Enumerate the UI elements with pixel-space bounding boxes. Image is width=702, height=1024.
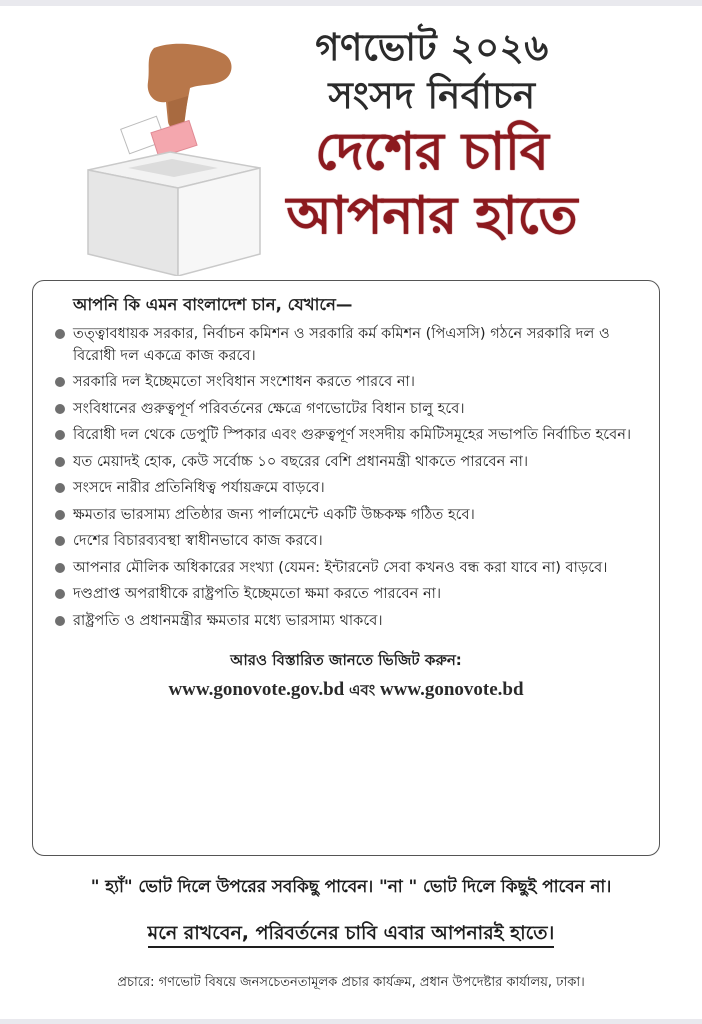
point-text: রাষ্ট্রপতি ও প্রধানমন্ত্রীর ক্ষমতার মধ্যে ভারসাম্য থাকবে।: [73, 611, 383, 629]
list-item: [51, 610, 641, 632]
bullet-icon: [55, 589, 65, 599]
intro-question: আপনি কি এমন বাংলাদেশ চান, যেখানে—: [73, 295, 353, 314]
point-text: বিরোধী দল থেকে ডেপুটি স্পিকার এবং গুরুত্বপূর্ণ সংসদীয় কমিটিসমূহের সভাপতি নির্বাচিত হবেন।: [73, 426, 632, 443]
slogan-line1: দেশের চাবি: [315, 122, 549, 182]
website-link-main[interactable]: www.gonovote.bd: [379, 679, 524, 700]
title-referendum: গণভোট ২০২৬: [315, 26, 549, 69]
point-text: দেশের বিচারব্যবস্থা স্বাধীনভাবে কাজ করবে।: [73, 532, 323, 549]
header-banner: [0, 6, 702, 274]
list-item: [51, 371, 641, 393]
title-block: [282, 24, 582, 274]
yes-no-message: " হ্যাঁ" ভোট দিলে উপরের সবকিছু পাবেন। "না " ভোট দিলে কিছুই পাবেন না।: [90, 876, 612, 896]
website-link-gov[interactable]: www.gonovote.gov.bd: [168, 679, 345, 700]
list-item: [51, 451, 641, 473]
info-box: [32, 280, 660, 856]
list-item: [51, 557, 641, 579]
list-item: [51, 477, 641, 499]
title-election: সংসদ নির্বাচন: [328, 74, 536, 117]
list-item: [51, 530, 641, 552]
list-item: [51, 583, 641, 605]
point-text: দণ্ডপ্রাপ্ত অপরাধীকে রাষ্ট্রপতি ইচ্ছেমতো ক্ষমা করতে পারবেন না।: [73, 585, 442, 602]
website-links: [51, 679, 641, 704]
bottom-border: [0, 1019, 702, 1024]
remember-message: [0, 918, 702, 948]
point-text: সংসদে নারীর প্রতিনিধিত্ব পর্যায়ক্রমে বাড়বে।: [73, 479, 325, 496]
bullet-icon: [55, 510, 65, 520]
bullet-icon: [55, 377, 65, 387]
ballot-box-icon: [84, 40, 274, 276]
point-text: আপনার মৌলিক অধিকারের সংখ্যা (যেমন: ইন্টারনেট সেবা কখনও বন্ধ করা যাবে না) বাড়বে।: [73, 558, 608, 576]
points-list: [51, 323, 641, 631]
list-item: [51, 424, 641, 446]
list-item: [51, 323, 641, 366]
bullet-icon: [55, 404, 65, 414]
credit-line: প্রচারে: গণভোট বিষয়ে জনসচেতনতামূলক প্রচার কার্যক্রম, প্রধান উপদেষ্টার কার্যালয়, ঢাকা।: [117, 975, 585, 990]
list-item: [51, 504, 641, 526]
bullet-icon: [55, 329, 65, 339]
list-item: [51, 398, 641, 420]
bullet-icon: [55, 483, 65, 493]
point-text: তত্ত্বাবধায়ক সরকার, নির্বাচন কমিশন ও সরকারি কর্ম কমিশন (পিএসসি) গঠনে সরকারি দল ও বিরোধী দল একত্রে কাজ করবে।: [73, 325, 610, 364]
remember-text: মনে রাখবেন, পরিবর্তনের চাবি এবার আপনারই হাতে।: [148, 922, 555, 948]
slogan-line2: আপনার হাতে: [286, 186, 578, 246]
point-text: সংবিধানের গুরুত্বপূর্ণ পরিবর্তনের ক্ষেত্রে গণভোটের বিধান চালু হবে।: [73, 399, 465, 417]
point-text: ক্ষমতার ভারসাম্য প্রতিষ্ঠার জন্য পার্লামেন্টে একটি উচ্চকক্ষ গঠিত হবে।: [73, 505, 475, 523]
bullet-icon: [55, 563, 65, 573]
point-text: সরকারি দল ইচ্ছেমতো সংবিধান সংশোধন করতে পারবে না।: [73, 373, 415, 390]
point-text: যত মেয়াদই হোক, কেউ সর্বোচ্চ ১০ বছরের বেশি প্রধানমন্ত্রী থাকতে পারবেন না।: [73, 452, 529, 470]
bullet-icon: [55, 457, 65, 467]
bullet-icon: [55, 430, 65, 440]
bullet-icon: [55, 536, 65, 546]
visit-text: আরও বিস্তারিত জানতে ভিজিট করুন:: [230, 651, 462, 669]
url-join-word: এবং: [348, 681, 376, 699]
bullet-icon: [55, 616, 65, 626]
